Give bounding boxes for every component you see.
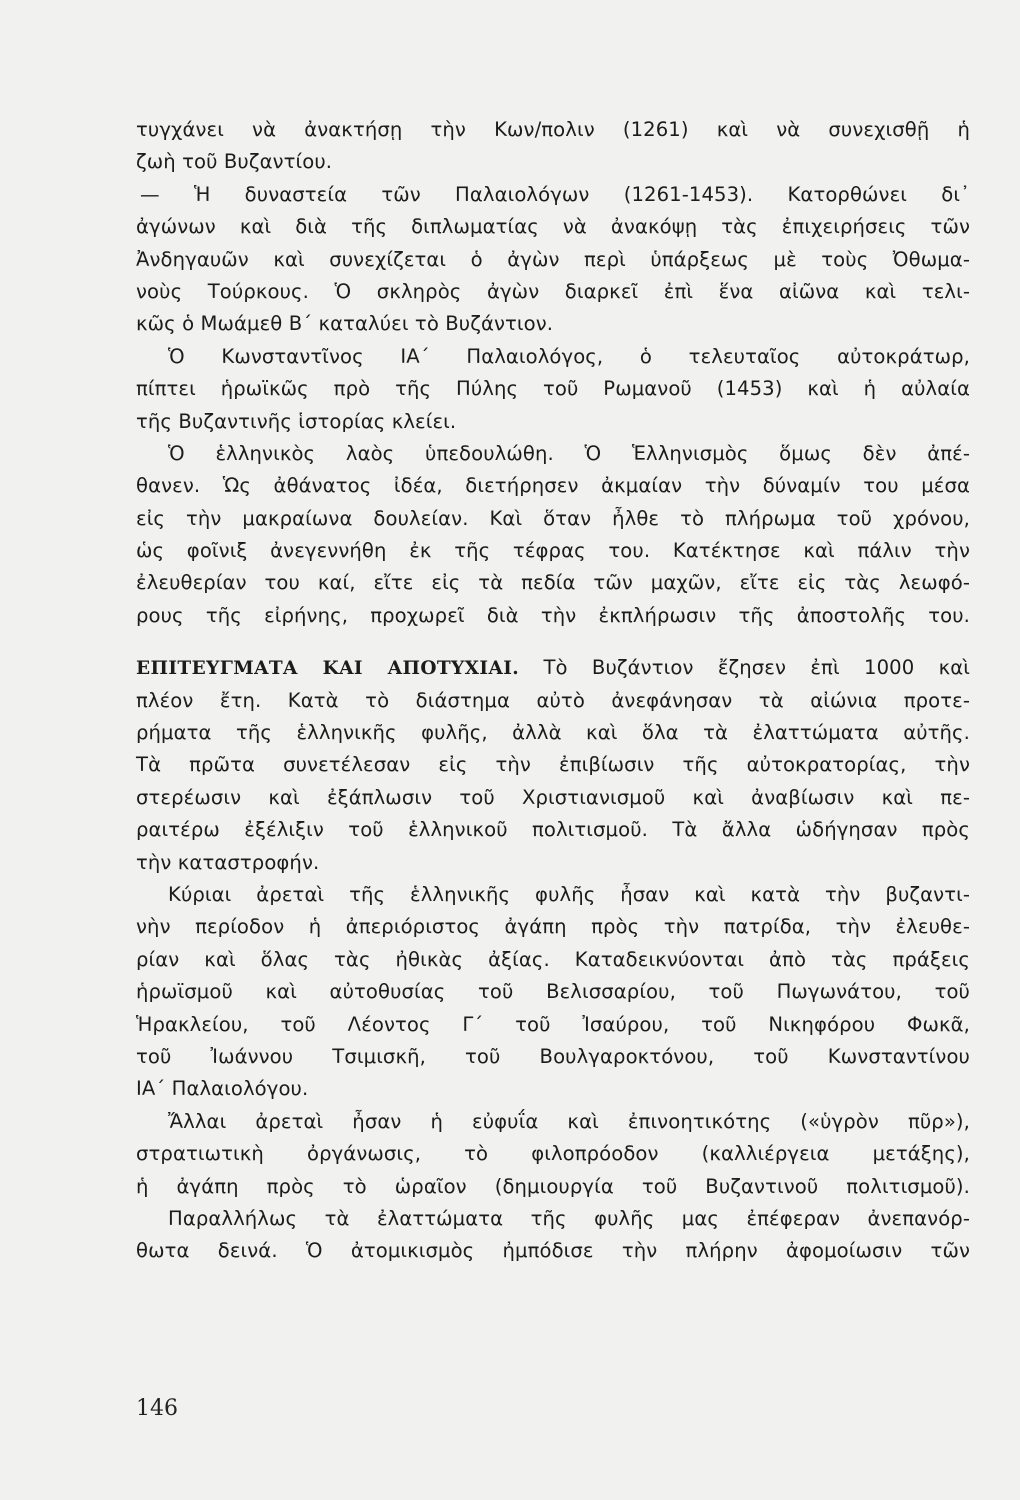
text-line: πλέον ἔτη. Κατὰ τὸ διάστημα αὐτὸ ἀνεφάνησαν τὰ αἰώνια προτε- bbox=[136, 688, 970, 712]
section-heading-line bbox=[136, 652, 970, 684]
text-line: ἡρωϊσμοῦ καὶ αὐτοθυσίας τοῦ Βελισσαρίου, τοῦ Πωγωνάτου, τοῦ bbox=[136, 980, 970, 1004]
text-line: τῆς Βυζαντινῆς ἱστορίας κλείει. bbox=[136, 409, 457, 433]
section-heading-rest: Τὸ Βυζάντιον ἔζησεν ἐπὶ 1000 καὶ bbox=[543, 656, 970, 680]
text-line: θωτα δεινά. Ὁ ἀτομικισμὸς ἠμπόδισε τὴν πλήρην ἀφομοίωσιν τῶν bbox=[136, 1239, 970, 1263]
text-line: Ἄλλαι ἀρεταὶ ἦσαν ἡ εὐφυΐα καὶ ἐπινοητικότης («ὑγρὸν πῦρ»), bbox=[168, 1109, 970, 1133]
text-line: ζωὴ τοῦ Βυζαντίου. bbox=[136, 150, 333, 174]
text-line: Τὰ πρῶτα συνετέλεσαν εἰς τὴν ἐπιβίωσιν τῆς αὐτοκρατορίας, τὴν bbox=[136, 753, 970, 777]
text-line: εἰς τὴν μακραίωνα δουλείαν. Καὶ ὅταν ἦλθε τὸ πλήρωμα τοῦ χρόνου, bbox=[136, 506, 970, 530]
page-number: 146 bbox=[136, 1396, 178, 1421]
section-gap bbox=[136, 632, 970, 652]
text-line: ραιτέρω ἐξέλιξιν τοῦ ἑλληνικοῦ πολιτισμοῦ. Τὰ ἄλλα ὡδήγησαν πρὸς bbox=[136, 818, 970, 842]
text-line: ἐλευθερίαν του καί, εἴτε εἰς τὰ πεδία τῶν μαχῶν, εἴτε εἰς τὰς λεωφό- bbox=[136, 571, 970, 595]
text-line: ὡς φοῖνιξ ἀνεγεννήθη ἐκ τῆς τέφρας του. Κατέκτησε καὶ πάλιν τὴν bbox=[136, 539, 970, 563]
text-line: στρατιωτικὴ ὀργάνωσις, τὸ φιλοπρόοδον (καλλιέργεια μετάξης), bbox=[136, 1142, 970, 1166]
text-line: ρήματα τῆς ἑλληνικῆς φυλῆς, ἀλλὰ καὶ ὅλα τὰ ἐλαττώματα αὐτῆς. bbox=[136, 721, 970, 745]
text-column bbox=[136, 114, 970, 1268]
text-line: τοῦ Ἰωάννου Τσιμισκῆ, τοῦ Βουλγαροκτόνου, τοῦ Κωνσταντίνου bbox=[136, 1044, 970, 1068]
text-line: ἡ ἀγάπη πρὸς τὸ ὡραῖον (δημιουργία τοῦ Βυζαντινοῦ πολιτισμοῦ). bbox=[136, 1174, 970, 1198]
text-line: ρους τῆς εἰρήνης, προχωρεῖ διὰ τὴν ἐκπλήρωσιν τῆς ἀποστολῆς του. bbox=[136, 603, 970, 627]
text-line: Κύριαι ἀρεταὶ τῆς ἑλληνικῆς φυλῆς ἦσαν καὶ κατὰ τὴν βυζαντι- bbox=[168, 882, 970, 906]
text-line: πίπτει ἡρωϊκῶς πρὸ τῆς Πύλης τοῦ Ρωμανοῦ (1453) καὶ ἡ αὐλαία bbox=[136, 377, 970, 401]
text-line: θανεν. Ὡς ἀθάνατος ἰδέα, διετήρησεν ἀκμαίαν τὴν δύναμίν του μέσα bbox=[136, 474, 970, 498]
text-line: Ὁ Κωνσταντῖνος ΙΑ΄ Παλαιολόγος, ὁ τελευταῖος αὐτοκράτωρ, bbox=[168, 344, 970, 368]
text-line: στερέωσιν καὶ ἐξάπλωσιν τοῦ Χριστιανισμοῦ καὶ ἀναβίωσιν καὶ πε- bbox=[136, 785, 970, 809]
text-block-achievements bbox=[136, 685, 970, 1268]
text-line: Ὁ ἑλληνικὸς λαὸς ὑπεδουλώθη. Ὁ Ἑλληνισμὸς ὅμως δὲν ἀπέ- bbox=[168, 441, 970, 465]
text-line: τὴν καταστροφήν. bbox=[136, 850, 320, 874]
text-line: Ἀνδηγαυῶν καὶ συνεχίζεται ὁ ἀγὼν περὶ ὑπάρξεως μὲ τοὺς Ὀθωμα- bbox=[136, 247, 970, 271]
text-block-byzantine-end bbox=[136, 114, 970, 632]
text-line: ΙΑ΄ Παλαιολόγου. bbox=[136, 1077, 309, 1101]
text-line: ἀγώνων καὶ διὰ τῆς διπλωματίας νὰ ἀνακόψῃ τὰς ἐπιχειρήσεις τῶν bbox=[136, 215, 970, 239]
text-line: Ἡρακλείου, τοῦ Λέοντος Γ΄ τοῦ Ἰσαύρου, τοῦ Νικηφόρου Φωκᾶ, bbox=[136, 1012, 970, 1036]
text-line: κῶς ὁ Μωάμεθ Β΄ καταλύει τὸ Βυζάντιον. bbox=[136, 312, 554, 336]
text-line: Παραλλήλως τὰ ἐλαττώματα τῆς φυλῆς μας ἐπέφεραν ἀνεπανόρ- bbox=[168, 1206, 970, 1230]
section-heading: ΕΠΙΤΕΥΓΜΑΤΑ ΚΑΙ ΑΠΟΤΥΧΙΑΙ. bbox=[136, 658, 520, 680]
text-line: νὴν περίοδον ἡ ἀπεριόριστος ἀγάπη πρὸς τὴν πατρίδα, τὴν ἐλευθε- bbox=[136, 915, 970, 939]
text-line: νοὺς Τούρκους. Ὁ σκληρὸς ἀγὼν διαρκεῖ ἐπὶ ἕνα αἰῶνα καὶ τελι- bbox=[136, 279, 970, 303]
text-line: — Ἡ δυναστεία τῶν Παλαιολόγων (1261-1453). Κατορθώνει δι᾽ bbox=[140, 182, 970, 206]
text-line: ρίαν καὶ ὅλας τὰς ἠθικὰς ἀξίας. Καταδεικνύονται ἀπὸ τὰς πράξεις bbox=[136, 947, 970, 971]
text-line: τυγχάνει νὰ ἀνακτήσῃ τὴν Κων/πολιν (1261) καὶ νὰ συνεχισθῇ ἡ bbox=[136, 118, 970, 141]
